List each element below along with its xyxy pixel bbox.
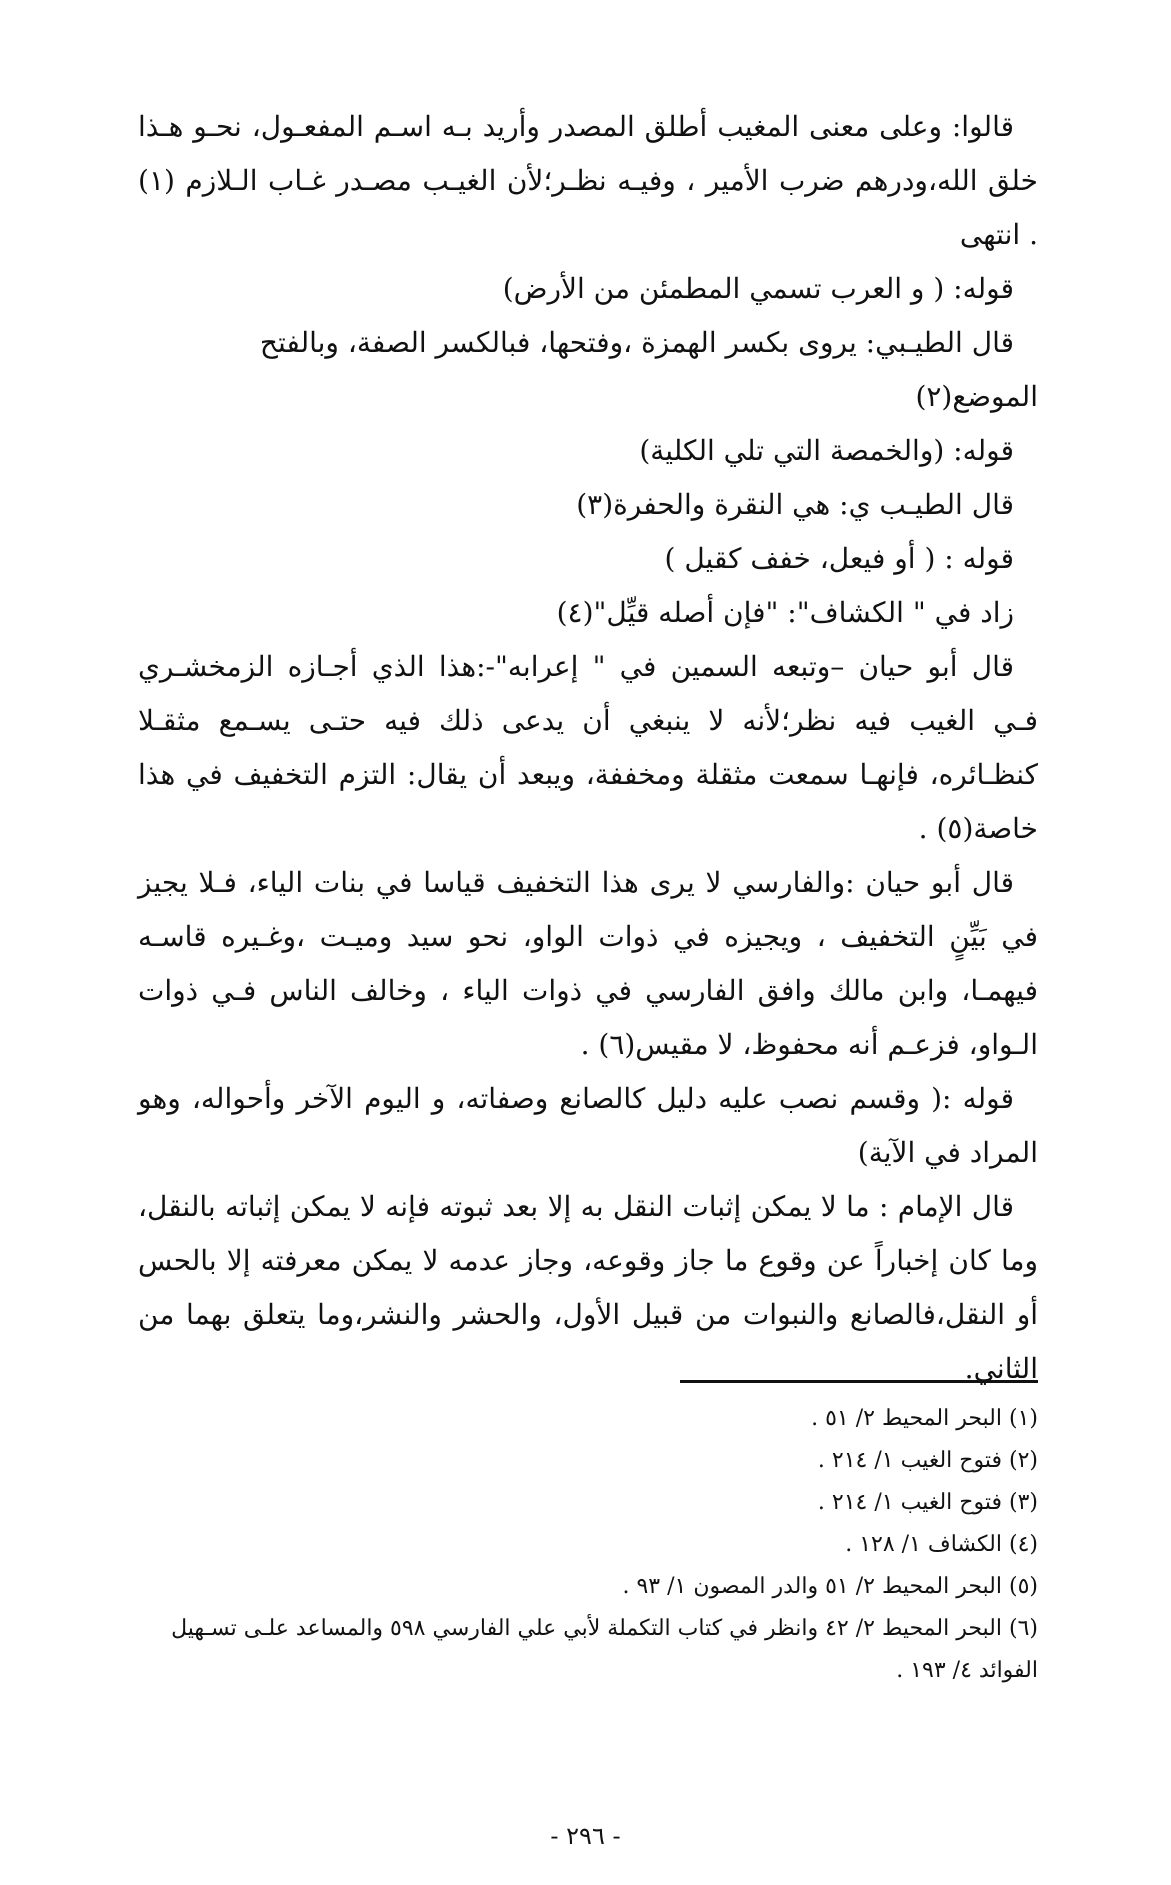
footnote: (١) البحر المحيط ٢/ ٥١ . — [811, 1406, 1038, 1431]
paragraph: قال أبو حيان :والفارسي لا يرى هذا التخفيف قياسا في بنات الياء، فـلا يجيز في بَيِّنٍ التخفيف ، ويجيزه في ذوات الواو، نحو سيد وميـت ،وغـيره قاسـه فيهمـا، وابن مالك وافق الفارسي في ذوات الياء ، وخالف الناس فـي ذوات الـواو، فزعـم أنه محفوظ، لا مقيس(٦) . — [138, 866, 1038, 1061]
paragraph: قال الإمام : ما لا يمكن إثبات النقل به إلا بعد ثبوته فإنه لا يمكن إثباته بالنقل، وما كان إخباراً عن وقوع ما جاز وقوعه، وجاز عدمه لا يمكن معرفته إلا بالحس أو النقل،فالصانع والنبوات من قبيل الأول، والحشر والنشر،وما يتعلق بهما من الثاني. — [138, 1190, 1038, 1385]
footnote-separator — [680, 1380, 1038, 1383]
footnote: (٣) فتوح الغيب ١/ ٢١٤ . — [817, 1490, 1038, 1515]
paragraph: قوله : ( أو فيعل، خفف كقيل ) — [664, 542, 1014, 575]
paragraph: قال الطيـب ي: هي النقرة والحفرة(٣) — [576, 488, 1014, 521]
paragraph: قال الطيـبي: يروى بكسر الهمزة ،وفتحها، فبالكسر الصفة، وبالفتح الموضع(٢) — [259, 326, 1038, 413]
paragraph: قال أبو حيان –وتبعه السمين في " إعرابه"-:هذا الذي أجـازه الزمخشـري فـي الغيب فيه نظر؛لأنه لا ينبغي أن يدعى ذلك فيه حتـى يسـمع مثقـلا كنظـائره، فإنهـا سمعت مثقلة ومخففة، ويبعد أن يقال: التزم التخفيف في هذا خاصة(٥) . — [138, 650, 1038, 845]
footnotes — [138, 1398, 1038, 1692]
footnote: (٢) فتوح الغيب ١/ ٢١٤ . — [817, 1448, 1038, 1473]
page-number: - ٢٩٦ - — [550, 1822, 621, 1850]
paragraph: قوله :( وقسم نصب عليه دليل كالصانع وصفاته، و اليوم الآخر وأحواله، وهو المراد في الآية) — [138, 1082, 1038, 1169]
paragraph: قوله: (والخمصة التي تلي الكلية) — [639, 434, 1014, 467]
paragraph: قوله: ( و العرب تسمي المطمئن من الأرض) — [502, 272, 1014, 305]
body-text — [138, 100, 1038, 1396]
paragraph: قالوا: وعلى معنى المغيب أطلق المصدر وأريد بـه اسـم المفعـول، نحـو هـذا خلق الله،ودرهم ضرب الأمير ، وفيـه نظـر؛لأن الغيـب مصـدر غـاب الـلازم (١) . انتهى — [138, 110, 1038, 251]
paragraph: زاد في " الكشاف": "فإن أصله قيِّل"(٤) — [556, 596, 1014, 629]
footnote: (٦) البحر المحيط ٢/ ٤٢ وانظر في كتاب التكملة لأبي علي الفارسي ٥٩٨ والمساعد علـى تسـهيل الفوائد ٤/ ١٩٣ . — [171, 1616, 1038, 1683]
footnote: (٤) الكشاف ١/ ١٢٨ . — [845, 1532, 1038, 1557]
footnote: (٥) البحر المحيط ٢/ ٥١ والدر المصون ١/ ٩٣ . — [622, 1574, 1038, 1599]
